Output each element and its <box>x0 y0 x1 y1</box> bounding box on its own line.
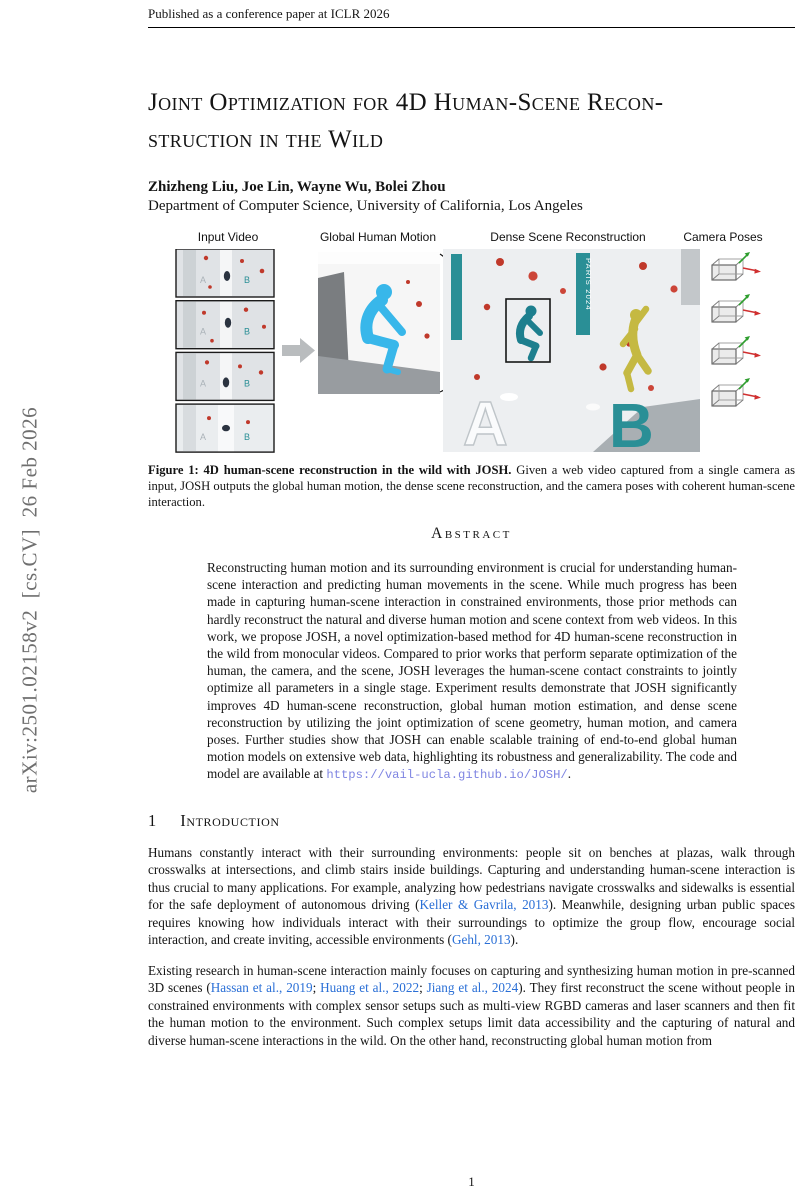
paragraph-text: ). They first reconstruct the scene without people in constrained environments with complex sensor setups such as multi-view RGBD cameras and laser scanners and then fit the human motion to the environment. Such complex setups limit data accessibility and the capturing of natural and diverse human-scene interactions in the wild. On the other hand, reconstructing global human motion from <box>148 980 795 1048</box>
label-input-video: Input Video <box>197 230 259 244</box>
project-url-link[interactable]: https://vail-ucla.github.io/JOSH/ <box>326 768 568 783</box>
climber-silhouette <box>224 271 230 281</box>
paragraph-text: Humans constantly interact with their surrounding environments: people sit on benches at plazas, walk through crosswalks at intersections, and climb stairs inside buildings. Capturing and understanding human-scene interaction is thus crucial to many applications. For example, analyzing how pedestrians navigate crosswalks and sidewalks is essential for the safe deployment of autonomous driving ( <box>148 844 795 913</box>
video-frame <box>176 352 274 400</box>
climber-silhouette <box>223 377 229 387</box>
frame-letter-a: A <box>200 378 207 389</box>
frame-letter-b: B <box>244 432 251 443</box>
section-number: 1 <box>148 810 157 830</box>
camera-frustum-icon <box>712 336 761 364</box>
label-global-human-motion: Global Human Motion <box>319 230 437 244</box>
climber-silhouette <box>225 318 231 328</box>
scene-letter-a: A <box>463 390 508 455</box>
arxiv-watermark: arXiv:2501.02158v2 [cs.CV] 26 Feb 2026 <box>17 406 42 794</box>
camera-frustum-icon <box>712 252 761 280</box>
citation-link[interactable]: Hassan et al., 2019 <box>210 980 313 996</box>
abstract-text <box>207 559 737 785</box>
paragraph-text: ; <box>312 980 321 996</box>
frame-letter-b: B <box>244 326 251 337</box>
title-line-2: struction in the Wild <box>148 126 384 153</box>
label-camera-poses: Camera Poses <box>683 230 763 244</box>
arrow-right-icon <box>282 338 315 363</box>
global-human-motion-view <box>318 252 440 394</box>
figure-column-labels <box>148 230 795 245</box>
section-heading-introduction <box>148 811 795 831</box>
frame-letter-a: A <box>200 326 207 337</box>
input-video-frames <box>176 249 274 452</box>
paragraph-text: Existing research in human-scene interaction mainly focuses on capturing and synthesizing human motion in pre-scanned 3D scenes ( <box>148 962 795 996</box>
section-title: Introduction <box>180 810 280 830</box>
citation-link[interactable]: Gehl, 2013 <box>451 932 511 948</box>
author-list: Zhizheng Liu, Joe Lin, Wayne Wu, Bolei Zhou <box>148 179 446 195</box>
climber-silhouette <box>222 425 230 431</box>
scene-letter-b: B <box>609 392 654 455</box>
label-dense-scene-reconstruction: Dense Scene Reconstruction <box>490 230 646 244</box>
figure-caption <box>148 462 795 510</box>
frame-letter-b: B <box>244 378 251 389</box>
citation-link[interactable]: Keller & Gavrila, 2013 <box>419 897 549 913</box>
camera-poses <box>712 252 761 406</box>
abstract-body-text: Reconstructing human motion and its surrounding environment is crucial for understanding human-scene interaction and predicting human movements in the scene. While much progress has been made in capturing human-scene interaction in constrained environments, those prior methods can hardly reconstruct the natural and diverse human motion and scene context from web videos. In this work, we propose JOSH, a novel optimization-based method for 4D human-scene reconstruction in the wild from monocular videos. Compared to prior works that perform separate optimization of the human, the camera, and the scene, JOSH leverages the human-scene contact constraints to jointly optimize all parameters in a single stage. Experiment results demonstrate that JOSH significantly improves 4D human-scene reconstruction, global human motion estimation, and dense scene reconstruction by utilizing the joint optimization of scene geometry, human motion, and camera poses. Further studies show that JOSH can enable scalable training of end-to-end global human motion models on extensive web data, highlighting its robustness and generalizability. The code and model are available at <box>207 560 737 782</box>
affiliation: Department of Computer Science, University of California, Los Angeles <box>148 198 583 214</box>
video-frame <box>176 404 274 452</box>
figure-caption-bold: Figure 1: 4D human-scene reconstruction in the wild with JOSH. <box>148 463 512 477</box>
frame-letter-b: B <box>244 275 251 285</box>
abstract-period: . <box>567 766 572 782</box>
dense-scene-view <box>443 249 700 455</box>
frame-letter-a: A <box>200 275 207 285</box>
citation-link[interactable]: Jiang et al., 2024 <box>426 980 519 996</box>
figure-art <box>148 249 798 455</box>
camera-frustum-icon <box>712 378 761 406</box>
page-number: 1 <box>468 1174 475 1189</box>
video-frame <box>176 301 274 349</box>
paper-content <box>148 0 795 1049</box>
paragraph-text: ). Meanwhile, designing urban public spaces requires knowing how individuals interact with their surroundings to optimize the group flow, encourage social interaction, and create inviting, accessible environments ( <box>148 897 795 948</box>
abstract-section <box>148 525 795 785</box>
citation-link[interactable]: Huang et al., 2022 <box>320 980 420 996</box>
frame-letter-a: A <box>200 432 207 443</box>
paper-title <box>148 84 795 158</box>
running-head: Published as a conference paper at ICLR 2026 <box>148 0 795 28</box>
figure-caption-text: Given a web video captured from a single camera as input, JOSH outputs the global human motion, the dense scene reconstruction, and the camera poses with coherent human-scene interaction. <box>148 463 796 509</box>
intro-paragraph-1 <box>148 844 795 949</box>
intro-paragraph-2 <box>148 962 795 1050</box>
camera-frustum-icon <box>712 294 761 322</box>
video-frame <box>176 249 274 297</box>
paragraph-text: ; <box>419 980 427 996</box>
paragraph-text: ). <box>510 932 519 948</box>
figure-1 <box>148 230 795 510</box>
banner-text: PARIS 2024 <box>584 258 593 311</box>
title-line-1: Joint Optimization for 4D Human-Scene Recon- <box>148 89 664 116</box>
abstract-heading: Abstract <box>431 525 512 542</box>
